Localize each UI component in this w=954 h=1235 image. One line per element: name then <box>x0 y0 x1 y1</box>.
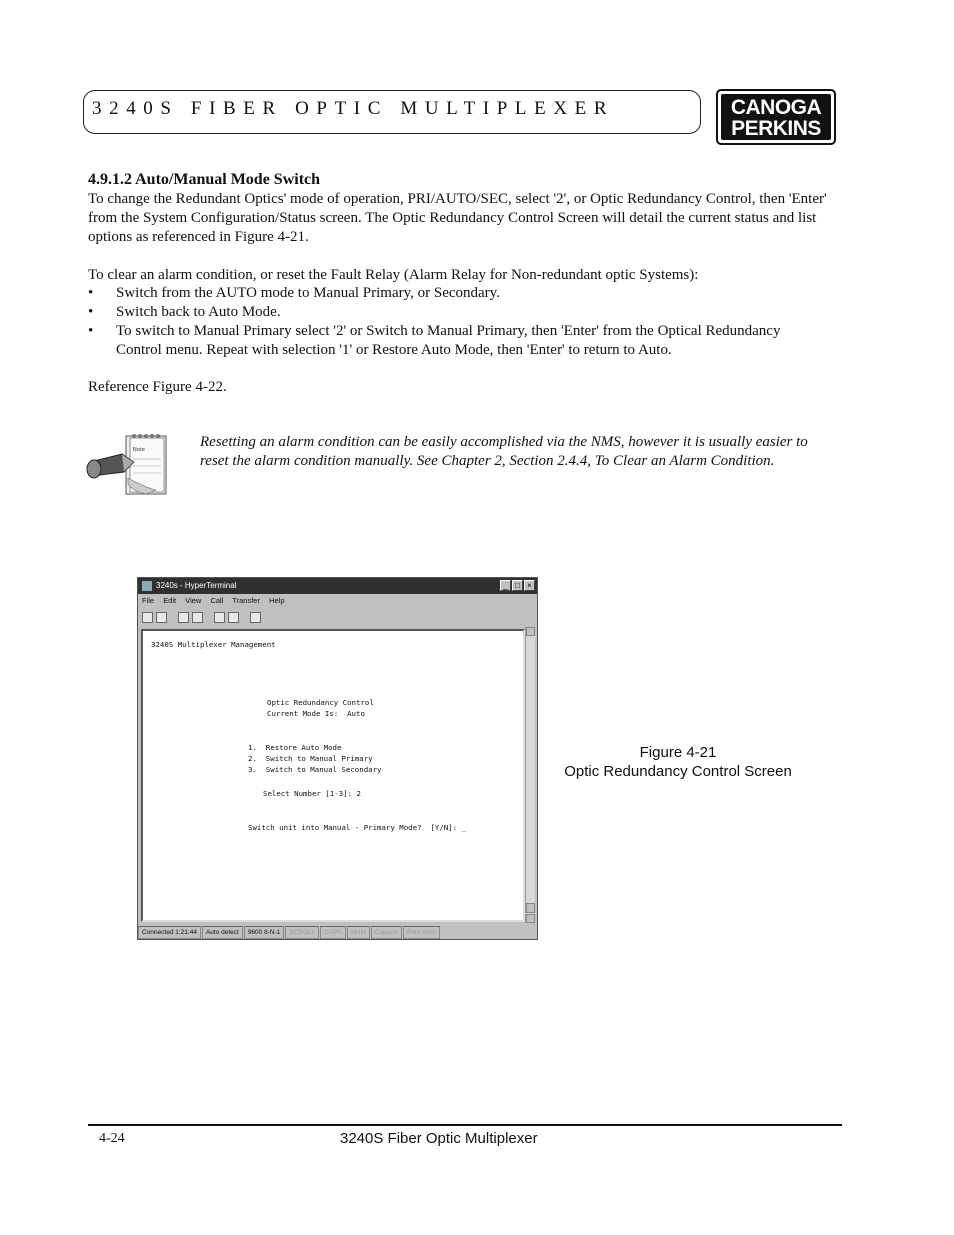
window-title: 3240s - HyperTerminal <box>156 581 237 590</box>
vertical-scrollbar[interactable] <box>525 627 535 923</box>
toolbar <box>138 608 537 626</box>
status-bar <box>138 926 537 939</box>
header-title: 3240S FIBER OPTIC MULTIPLEXER <box>92 98 615 119</box>
terminal-line: 1. Restore Auto Mode <box>248 743 342 752</box>
menu-edit[interactable]: Edit <box>163 596 177 605</box>
minimize-icon[interactable]: _ <box>500 580 511 591</box>
terminal-line: 3. Switch to Manual Secondary <box>248 765 382 774</box>
bullet-marker: • <box>88 304 94 320</box>
receive-icon[interactable] <box>228 612 239 623</box>
terminal-line: Switch unit into Manual - Primary Mode? [Y/N]: _ <box>248 823 467 832</box>
logo-line-2: PERKINS <box>731 117 821 140</box>
terminal-line: 3240S Multiplexer Management <box>151 640 276 649</box>
footer-rule <box>88 1124 842 1126</box>
maximize-icon[interactable]: □ <box>512 580 523 591</box>
close-icon[interactable]: × <box>524 580 535 591</box>
reference-text: Reference Figure 4-22. <box>88 379 227 395</box>
note-text <box>200 433 860 471</box>
scroll-thumb[interactable] <box>526 903 535 913</box>
note-line-1: Resetting an alarm condition can be easily accomplished via the NMS, however it is usually easier to <box>200 434 808 450</box>
scroll-up-icon[interactable] <box>526 627 535 636</box>
menu-call[interactable]: Call <box>210 596 224 605</box>
status-scroll: SCROLL <box>285 926 319 939</box>
app-icon[interactable] <box>142 581 152 591</box>
properties-icon[interactable] <box>250 612 261 623</box>
figure-number: Figure 4-21 <box>639 744 717 761</box>
status-detect: Auto detect <box>202 926 243 939</box>
status-num: NUM <box>347 926 370 939</box>
bullet-text: To switch to Manual Primary select '2' or Switch to Manual Primary, then 'Enter' from the Optical Redundancy <box>116 323 781 339</box>
menu-bar <box>138 594 537 608</box>
logo-line-1: CANOGA <box>730 96 822 119</box>
footer-title: 3240S Fiber Optic Multiplexer <box>340 1130 538 1147</box>
paragraph-1-line-2: from the System Configuration/Status screen. The Optic Redundancy Control Screen will detail the current status and list <box>88 210 817 226</box>
terminal-line: 2. Switch to Manual Primary <box>248 754 373 763</box>
paragraph-1-line-1: To change the Redundant Optics' mode of operation, PRI/AUTO/SEC, select '2', or Optic Redundancy Control, then 'Enter' <box>88 191 827 207</box>
disconnect-icon[interactable] <box>192 612 203 623</box>
window-titlebar[interactable] <box>138 578 537 594</box>
bullet-marker: • <box>88 285 94 301</box>
menu-help[interactable]: Help <box>269 596 285 605</box>
section-heading: 4.9.1.2 Auto/Manual Mode Switch <box>88 171 321 188</box>
hyperterminal-window <box>137 577 538 940</box>
open-file-icon[interactable] <box>156 612 167 623</box>
notepad-pen-icon <box>86 432 170 498</box>
bullet-text: Control menu. Repeat with selection '1' or Restore Auto Mode, then 'Enter' to return to Auto. <box>116 342 672 358</box>
bullet-text: Switch back to Auto Mode. <box>116 304 281 320</box>
status-connected: Connected 1:21:44 <box>138 926 201 939</box>
canoga-perkins-logo <box>716 89 836 145</box>
status-capture: Capture <box>371 926 402 939</box>
connect-icon[interactable] <box>178 612 189 623</box>
status-caps: CAPS <box>320 926 346 939</box>
status-print: Print echo <box>403 926 440 939</box>
send-icon[interactable] <box>214 612 225 623</box>
new-file-icon[interactable] <box>142 612 153 623</box>
terminal-line: Optic Redundancy Control <box>267 698 374 707</box>
menu-file[interactable]: File <box>142 596 155 605</box>
menu-view[interactable]: View <box>185 596 202 605</box>
terminal-line: Select Number [1-3]: 2 <box>263 789 361 798</box>
figure-caption: Optic Redundancy Control Screen <box>564 763 792 780</box>
page-number: 4-24 <box>99 1131 125 1146</box>
svg-text:Note: Note <box>133 447 145 453</box>
scroll-down-icon[interactable] <box>526 914 535 923</box>
menu-transfer[interactable]: Transfer <box>232 596 260 605</box>
paragraph-1-line-3: options as referenced in Figure 4-21. <box>88 229 309 245</box>
status-baud: 9600 8-N-1 <box>244 926 285 939</box>
bullet-text: Switch from the AUTO mode to Manual Primary, or Secondary. <box>116 285 500 301</box>
terminal-line: Current Mode Is: Auto <box>267 709 365 718</box>
paragraph-2: To clear an alarm condition, or reset the Fault Relay (Alarm Relay for Non-redundant optic Systems): <box>88 267 699 283</box>
terminal-screen[interactable] <box>141 629 525 922</box>
note-line-2: reset the alarm condition manually. See Chapter 2, Section 2.4.4, To Clear an Alarm Condition. <box>200 453 775 469</box>
bullet-marker: • <box>88 323 94 339</box>
